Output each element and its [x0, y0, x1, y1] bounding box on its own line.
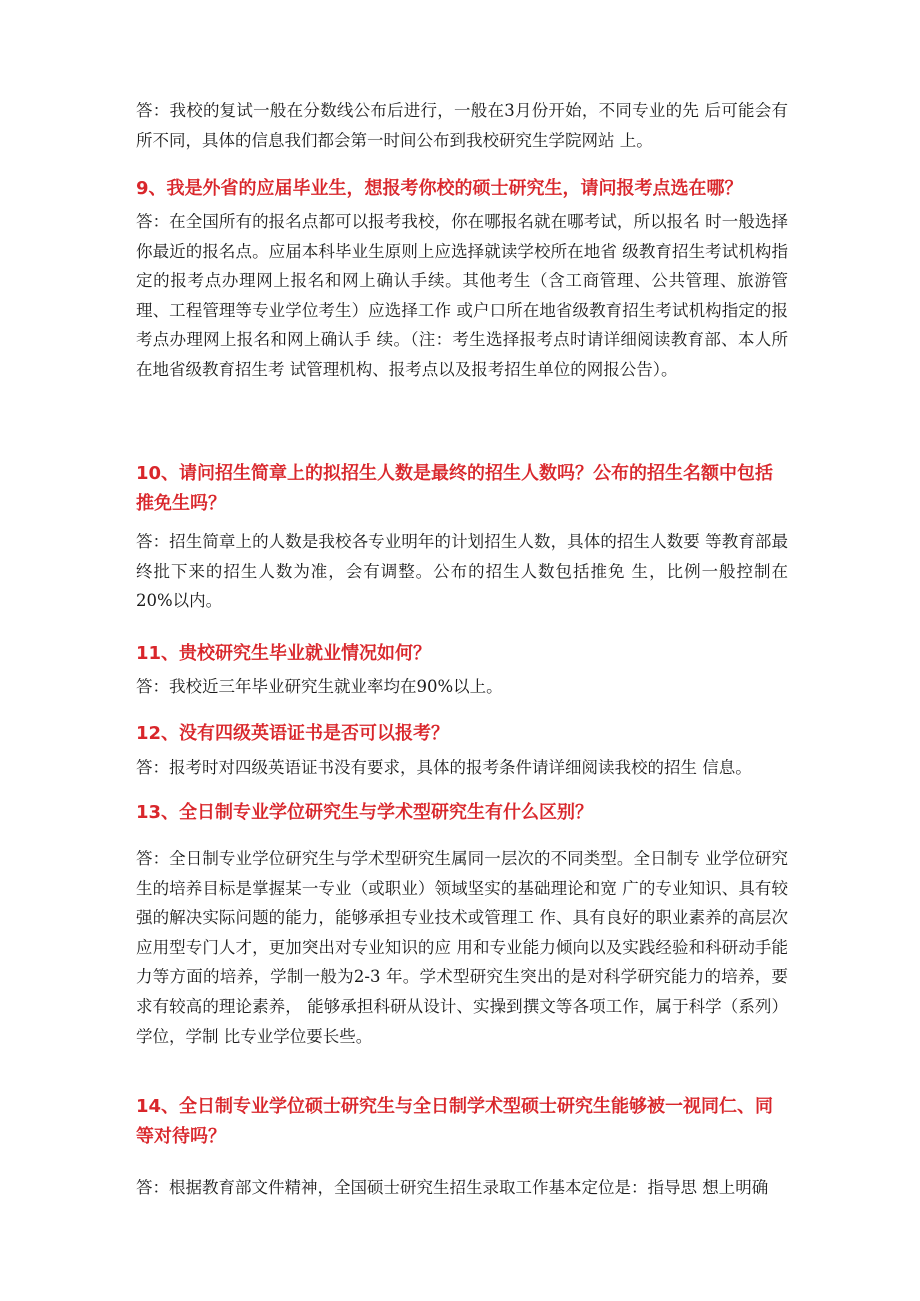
answer-11: 答：我校近三年毕业研究生就业率均在90%以上。 [136, 677, 503, 696]
question-9: 9、我是外省的应届毕业生，想报考你校的硕士研究生，请问报考点选在哪？ [136, 178, 743, 199]
answer-13: 答：全日制专业学位研究生与学术型研究生属同一层次的不同类型。全日制专 业学位研究生的培养目标是掌握某一专业（或职业）领域坚实的基础理论和宽 广的专业知识、具有较强的解决实际问题的能力，能够承担专业技术或管理工 作、具有良好的职业素养的高层次应用型专门人才，更加突出对专业知识的应 用和专业能力倾向以及实践经验和科研动手能力等方面的培养，学制一般为2-3 年。学术型研究生突出的是对科学研究能力的培养，要求有较高的理论素养， 能够承担科研从设计、实操到撰文等各项工作，属于科学（系列）学位，学制 比专业学位要长些。 [136, 849, 788, 1046]
question-14: 14、全日制专业学位硕士研究生与全日制学术型硕士研究生能够被一视同仁、同等对待吗？ [136, 1096, 774, 1147]
question-12: 12、没有四级英语证书是否可以报考？ [136, 723, 450, 744]
question-13: 13、全日制专业学位研究生与学术型研究生有什么区别？ [136, 802, 594, 823]
answer-12: 答：报考时对四级英语证书没有要求，具体的报考条件请详细阅读我校的招生 信息。 [136, 758, 752, 777]
answer-14: 答：根据教育部文件精神，全国硕士研究生招生录取工作基本定位是：指导思 想上明确 [136, 1178, 769, 1197]
answer-10: 答：招生简章上的人数是我校各专业明年的计划招生人数，具体的招生人数要 等教育部最终批下来的招生人数为准，会有调整。公布的招生人数包括推免 生，比例一般控制在20%以内。 [136, 532, 788, 611]
question-11: 11、贵校研究生毕业就业情况如何？ [136, 643, 432, 664]
answer-8: 答：我校的复试一般在分数线公布后进行，一般在3月份开始，不同专业的先 后可能会有所不同，具体的信息我们都会第一时间公布到我校研究生学院网站 上。 [136, 101, 788, 150]
answer-9: 答：在全国所有的报名点都可以报考我校，你在哪报名就在哪考试，所以报名 时一般选择你最近的报名点。应届本科毕业生原则上应选择就读学校所在地省 级教育招生考试机构指定的报考点办理网上报名和网上确认手续。其他考生（含工商管理、公共管理、旅游管理、工程管理等专业学位考生）应选择工作 或户口所在地省级教育招生考试机构指定的报考点办理网上报名和网上确认手 续。（注：考生选择报考点时请详细阅读教育部、本人所在地省级教育招生考 试管理机构、报考点以及报考招生单位的网报公告）。 [136, 212, 788, 379]
question-10: 10、请问招生简章上的拟招生人数是最终的招生人数吗？公布的招生名额中包括推免生吗？ [136, 463, 774, 514]
